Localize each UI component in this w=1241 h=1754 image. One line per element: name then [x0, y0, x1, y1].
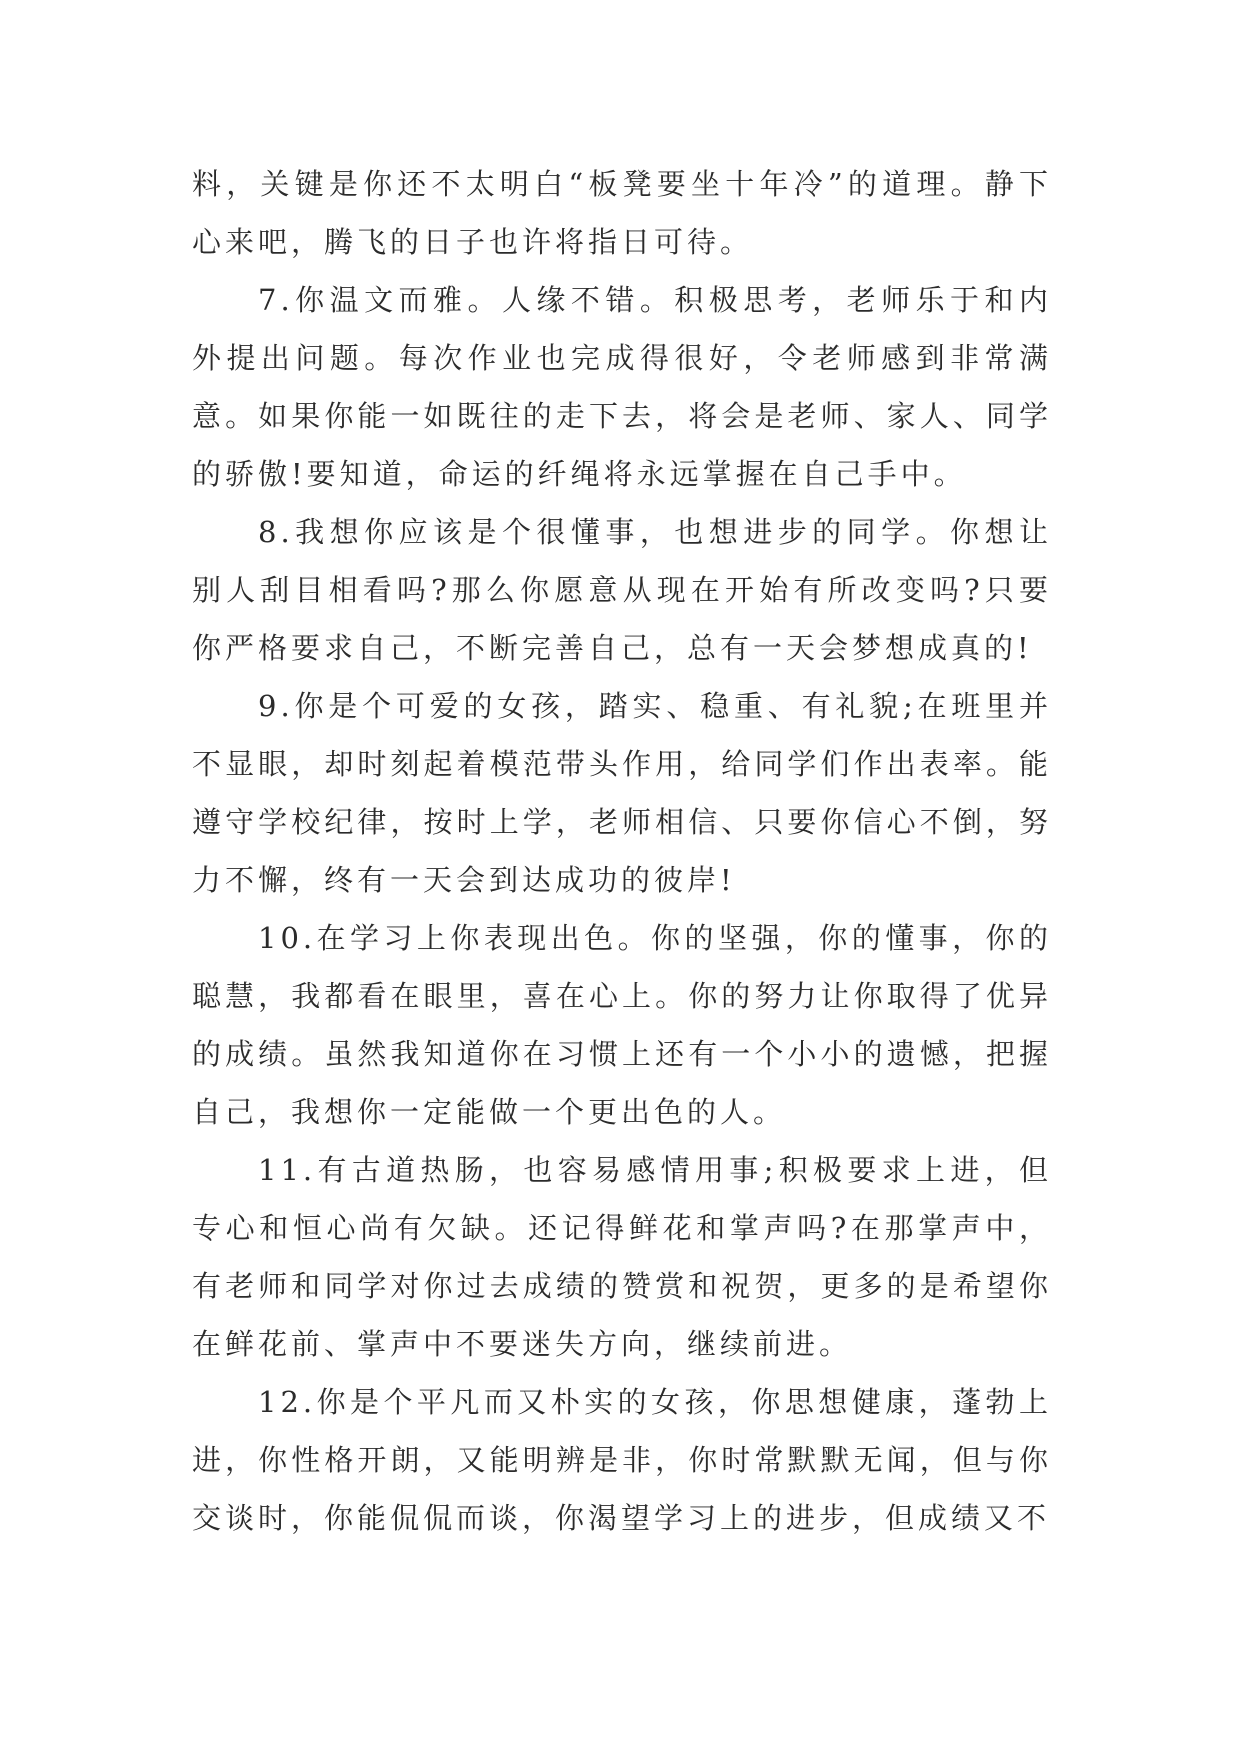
paragraph-12: 12.你是个平凡而又朴实的女孩，你思想健康，蓬勃上进，你性格开朗，又能明辨是非，你时常默默无闻，但与你交谈时，你能侃侃而谈，你渴望学习上的进步，但成绩又不: [192, 1385, 1052, 1535]
paragraph-10: 10.在学习上你表现出色。你的坚强，你的懂事，你的聪慧，我都看在眼里，喜在心上。你的努力让你取得了优异的成绩。虽然我知道你在习惯上还有一个小小的遗憾，把握自己，我想你一定能做一个更出色的人。: [192, 921, 1052, 1129]
paragraph-7: 7.你温文而雅。人缘不错。积极思考，老师乐于和内外提出问题。每次作业也完成得很好，令老师感到非常满意。如果你能一如既往的走下去，将会是老师、家人、同学的骄傲!要知道，命运的纤绳将永远掌握在自己手中。: [192, 283, 1052, 491]
paragraph-8: 8.我想你应该是个很懂事，也想进步的同学。你想让别人刮目相看吗?那么你愿意从现在开始有所改变吗?只要你严格要求自己，不断完善自己，总有一天会梦想成真的!: [192, 515, 1052, 665]
document-body: [192, 155, 1052, 1547]
paragraph-6-continued: 料，关键是你还不太明白“板凳要坐十年冷”的道理。静下心来吧，腾飞的日子也许将指日可待。: [192, 167, 1052, 259]
paragraph-9: 9.你是个可爱的女孩，踏实、稳重、有礼貌;在班里并不显眼，却时刻起着模范带头作用，给同学们作出表率。能遵守学校纪律，按时上学，老师相信、只要你信心不倒，努力不懈，终有一天会到达成功的彼岸!: [192, 689, 1052, 897]
paragraph-11: 11.有古道热肠，也容易感情用事;积极要求上进，但专心和恒心尚有欠缺。还记得鲜花和掌声吗?在那掌声中，有老师和同学对你过去成绩的赞赏和祝贺，更多的是希望你在鲜花前、掌声中不要迷失方向，继续前进。: [192, 1153, 1052, 1361]
